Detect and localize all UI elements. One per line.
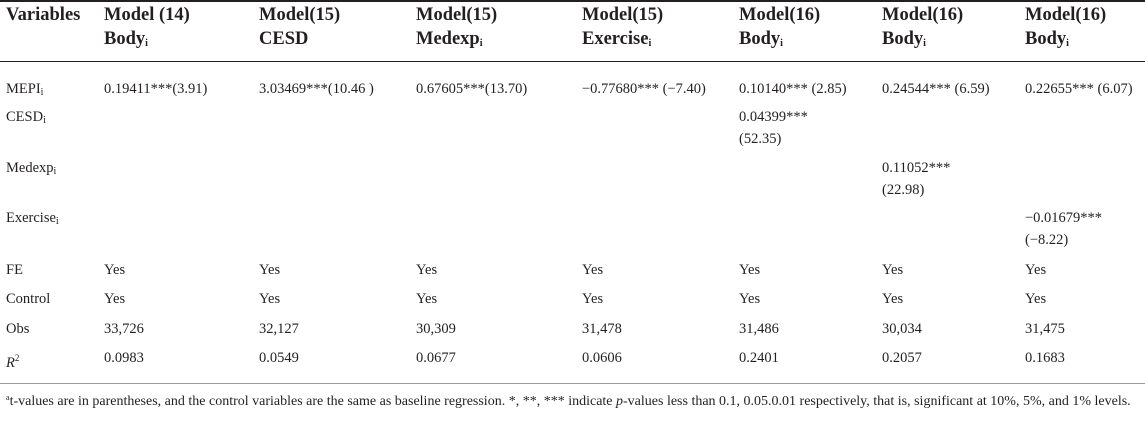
row-label-exercise: Exercise$_i$ [6, 210, 59, 227]
cell-control-5: Yes [739, 291, 761, 307]
cell-control-7: Yes [1025, 291, 1047, 307]
cell-fe-6: Yes [882, 262, 904, 278]
header-col-1: Model (14) Body$_i$ [104, 5, 190, 49]
cell-exercise-coef: −0.01679*** [1025, 210, 1103, 226]
cell-r2-3: 0.0677 [416, 350, 456, 366]
cell-control-4: Yes [582, 291, 604, 307]
cell-control-3: Yes [416, 291, 438, 307]
header-col-3: Model(15) Medexp$_i$ [416, 5, 498, 49]
top-rule [0, 0, 1145, 2]
cell-obs-5: 31,486 [739, 321, 779, 337]
cell-obs-7: 31,475 [1025, 321, 1065, 337]
header-variables: Variables [6, 5, 81, 25]
cell-r2-4: 0.0606 [582, 350, 622, 366]
cell-mepi-3: 0.67605***(13.70) [416, 81, 528, 97]
bottom-rule [0, 383, 1145, 384]
cell-fe-7: Yes [1025, 262, 1047, 278]
row-label-r2: $R^2$ [6, 353, 20, 371]
cell-control-1: Yes [104, 291, 126, 307]
cell-mepi-5: 0.10140*** (2.85) [739, 81, 847, 97]
cell-medexp-t: (22.98) [882, 182, 925, 198]
cell-mepi-7: 0.22655*** (6.07) [1025, 81, 1133, 97]
cell-obs-6: 30,034 [882, 321, 922, 337]
cell-control-6: Yes [882, 291, 904, 307]
cell-fe-2: Yes [259, 262, 281, 278]
cell-obs-1: 33,726 [104, 321, 144, 337]
cell-fe-4: Yes [582, 262, 604, 278]
cell-obs-4: 31,478 [582, 321, 622, 337]
cell-fe-5: Yes [739, 262, 761, 278]
cell-mepi-2: 3.03469***(10.46 ) [259, 81, 374, 97]
table-footnote: $^a$t-values are in parentheses, and the control variables are the same as baseline regression. *, **, *** indicate p-values less than 0.1, 0.05.0.01 respectively, that is, significant at 10%, 5%, and 1% levels. [6, 393, 1131, 409]
cell-mepi-6: 0.24544*** (6.59) [882, 81, 990, 97]
cell-r2-1: 0.0983 [104, 350, 144, 366]
cell-fe-1: Yes [104, 262, 126, 278]
cell-control-2: Yes [259, 291, 281, 307]
row-label-mepi: $MEPI_i$ [6, 81, 44, 98]
cell-r2-5: 0.2401 [739, 350, 779, 366]
row-label-medexp: Medexp$_i$ [6, 160, 57, 177]
header-rule [0, 61, 1145, 62]
cell-r2-6: 0.2057 [882, 350, 922, 366]
cell-r2-7: 0.1683 [1025, 350, 1065, 366]
cell-mepi-1: 0.19411***(3.91) [104, 81, 208, 97]
cell-fe-3: Yes [416, 262, 438, 278]
cell-obs-2: 32,127 [259, 321, 299, 337]
header-col-7: Model(16) Body$_i$ [1025, 5, 1107, 49]
cell-obs-3: 30,309 [416, 321, 456, 337]
row-label-obs: Obs [6, 321, 30, 337]
cell-exercise-t: (−8.22) [1025, 232, 1069, 248]
cell-medexp-coef: 0.11052*** [882, 160, 951, 176]
header-col-2: Model(15) CESD [259, 5, 341, 49]
cell-mepi-4: −0.77680*** (−7.40) [582, 81, 706, 97]
row-label-cesd: $CESD_i$ [6, 109, 46, 126]
cell-r2-2: 0.0549 [259, 350, 299, 366]
header-col-4: Model(15) Exercise$_i$ [582, 5, 664, 49]
header-col-6: Model(16) Body$_i$ [882, 5, 964, 49]
header-col-5: Model(16) Body$_i$ [739, 5, 821, 49]
row-label-control: Control [6, 291, 51, 307]
cell-cesd-coef: 0.04399*** [739, 109, 808, 125]
cell-cesd-t: (52.35) [739, 131, 782, 147]
row-label-fe: FE [6, 262, 23, 278]
